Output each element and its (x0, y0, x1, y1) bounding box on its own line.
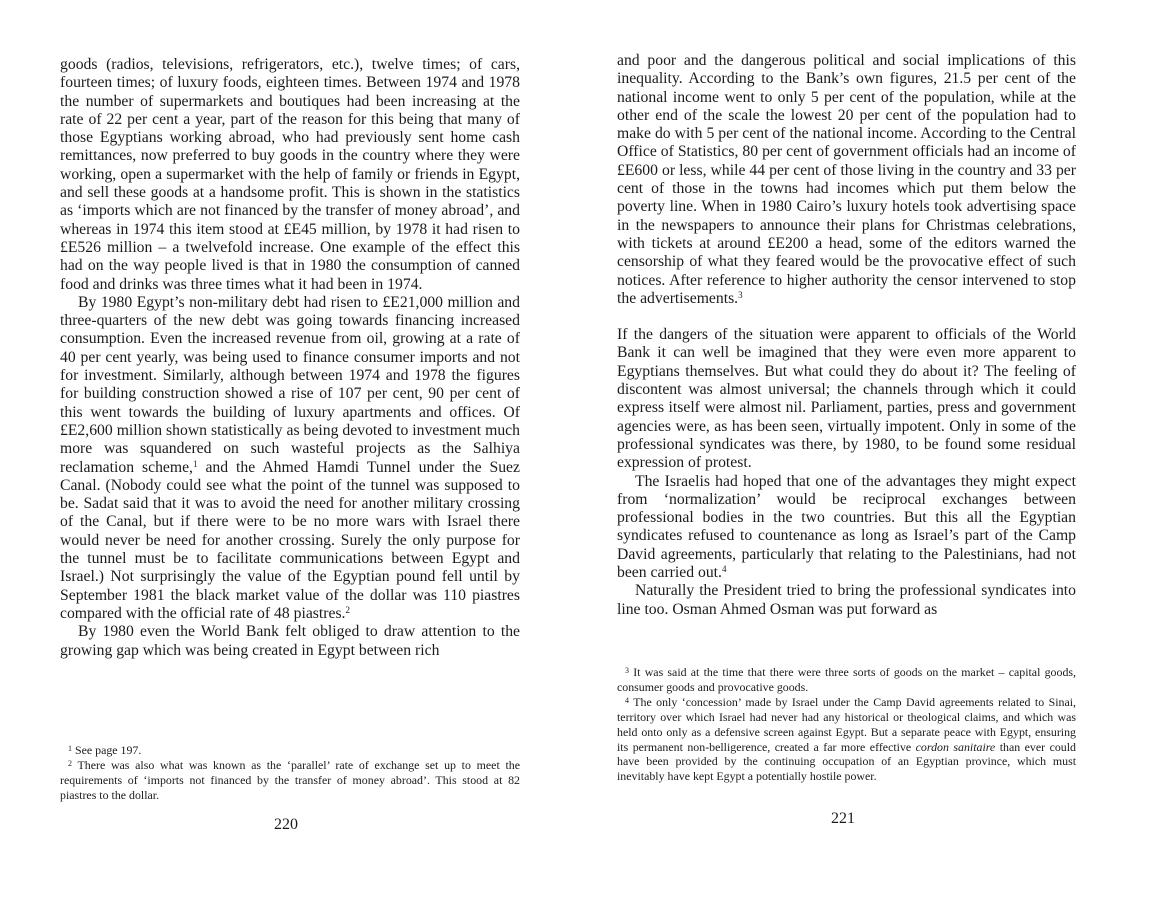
footnote-ref: 2 (345, 604, 350, 615)
footnote-ref: 1 (192, 458, 198, 469)
footnote (617, 665, 1076, 695)
paragraph (617, 52, 1076, 308)
footnote-text: The only ‘concession’ made by Israel under the Camp David agreements related to Sinai, territory over which Israel had never had any historical or theological claims, and which was held onto only as a defensive screen against Egypt. But a separate peace with Egypt, ensuring its permanent non-belligerence, created a far more effective (617, 694, 1076, 754)
paragraph: Naturally the President tried to bring the professional syndicates into line too. Osman Ahmed Osman was put forward as (617, 582, 1076, 618)
footnote-text: It was said at the time that there were three sorts of goods on the market – capital goods, consumer goods and provocative goods. (617, 665, 1076, 694)
paragraph: By 1980 even the World Bank felt obliged to draw attention to the growing gap which was being created in Egypt between rich (60, 623, 520, 659)
page-number: 221 (831, 810, 855, 827)
footnote-ref: 3 (738, 289, 743, 300)
footnote-ref: 4 (721, 564, 727, 575)
footnote-number: 4 (625, 695, 629, 705)
footnotes (60, 743, 520, 803)
footnote-italic-term: cordon sanitaire (915, 739, 996, 754)
paragraph (617, 473, 1076, 583)
left-page-body (60, 56, 520, 660)
footnote (60, 758, 520, 803)
paragraph: If the dangers of the situation were apparent to officials of the World Bank it can well be imagined that they were even more apparent to Egyptians themselves. But what could they do about it? The feeling of discontent was almost universal; the channels through which it could express itself were almost nil. Parliament, parties, press and government agencies were, as has been seen, virtually impotent. Only in some of the professional syndicates was there, by 1980, to be found some residual expression of protest. (617, 326, 1076, 472)
right-page-body (617, 52, 1076, 619)
page-number: 220 (274, 816, 298, 833)
paragraph-text: The Israelis had hoped that one of the advantages they might expect from ‘normalization’ would be reciprocal exchanges between professional bodies in the two countries. But this all the Egyptian syndicates refused to countenance as long as Israel’s part of the Camp David agreements, particularly that relating to the Palestinians, had not been carried out. (617, 472, 1076, 582)
footnote-text: than ever could have been provided by the continuing occupation of an Egyptian province, which must inevitably have kept Egypt a potentially hostile power. (617, 739, 1076, 784)
paragraph (60, 294, 520, 623)
footnote-number: 1 (68, 744, 72, 753)
footnote-text: There was also what was known as the ‘parallel’ rate of exchange set up to meet the requirements of ‘imports not financed by the transfer of money abroad’. This stood at 82 piastres to the dollar. (60, 757, 520, 802)
paragraph-text: and poor and the dangerous political and social implications of this inequality. According to the Bank’s own figures, 21.5 per cent of the national income went to only 5 per cent of the population, while at the other end of the scale the lowest 20 per cent of the population had to make do with 5 per cent of the national income. According to the Central Office of Statistics, 80 per cent of government officials had an income of £E600 or less, while 44 per cent of those living in the country and 33 per cent of those in the towns had incomes which put them below the poverty line. When in 1980 Cairo’s luxury hotels took advertising space in the newspapers to announce their plans for Christmas celebrations, with tickets at around £E200 a head, some of the editors warned the censorship of what they feared would be the provocative effect of such notices. After reference to higher authority the censor intervened to stop the advertisements. (617, 52, 1076, 307)
footnote (617, 695, 1076, 784)
footnote-number: 3 (625, 666, 629, 675)
footnote (60, 743, 520, 758)
footnote-number: 2 (68, 758, 72, 768)
paragraph-text: and the Ahmed Hamdi Tunnel under the Suez Canal. (Nobody could see what the point of the tunnel was supposed to be. Sadat said that it was to avoid the need for another military crossing of the Canal, but if there were to be no more wars with Israel there would never be need for another crossing. Surely the only purpose for the tunnel must be to facilitate communications between Egypt and Israel.) Not surprisingly the value of the Egyptian pound fell until by September 1981 the black market value of the dollar was 110 piastres compared with the official rate of 48 piastres. (60, 458, 520, 622)
paragraph: goods (radios, televisions, refrigerators, etc.), twelve times; of cars, fourteen times; of luxury foods, eighteen times. Between 1974 and 1978 the number of supermarkets and boutiques had been increasing at the rate of 22 per cent a year, part of the reason for this being that many of those Egyptians working abroad, who had previously sent home cash remittances, now preferred to buy goods in the country where they were working, open a supermarket with the help of family or friends in Egypt, and sell these goods at a handsome profit. This is shown in the statistics as ‘imports which are not financed by the transfer of money abroad’, and whereas in 1974 this item stood at £E45 million, by 1978 it had risen to £E526 million – a twelvefold increase. One example of the effect this had on the way people lived is that in 1980 the consumption of canned food and drinks was three times what it had been in 1974. (60, 56, 520, 293)
paragraph-text: By 1980 Egypt’s non-military debt had risen to £E21,000 million and three-quarters of the new debt was going towards financing increased consumption. Even the increased revenue from oil, growing at a rate of 40 per cent yearly, was being used to finance consumer imports and not for investment. Similarly, although between 1974 and 1978 the figures for building construction showed a rise of 107 per cent, 90 per cent of this went towards the building of luxury apartments and offices. Of £E2,600 million shown statistically as being devoted to investment much more was squandered on such wasteful projects as the Salhiya reclamation scheme, (60, 293, 520, 476)
footnotes (617, 665, 1076, 784)
footnote-text: See page 197. (74, 743, 142, 757)
